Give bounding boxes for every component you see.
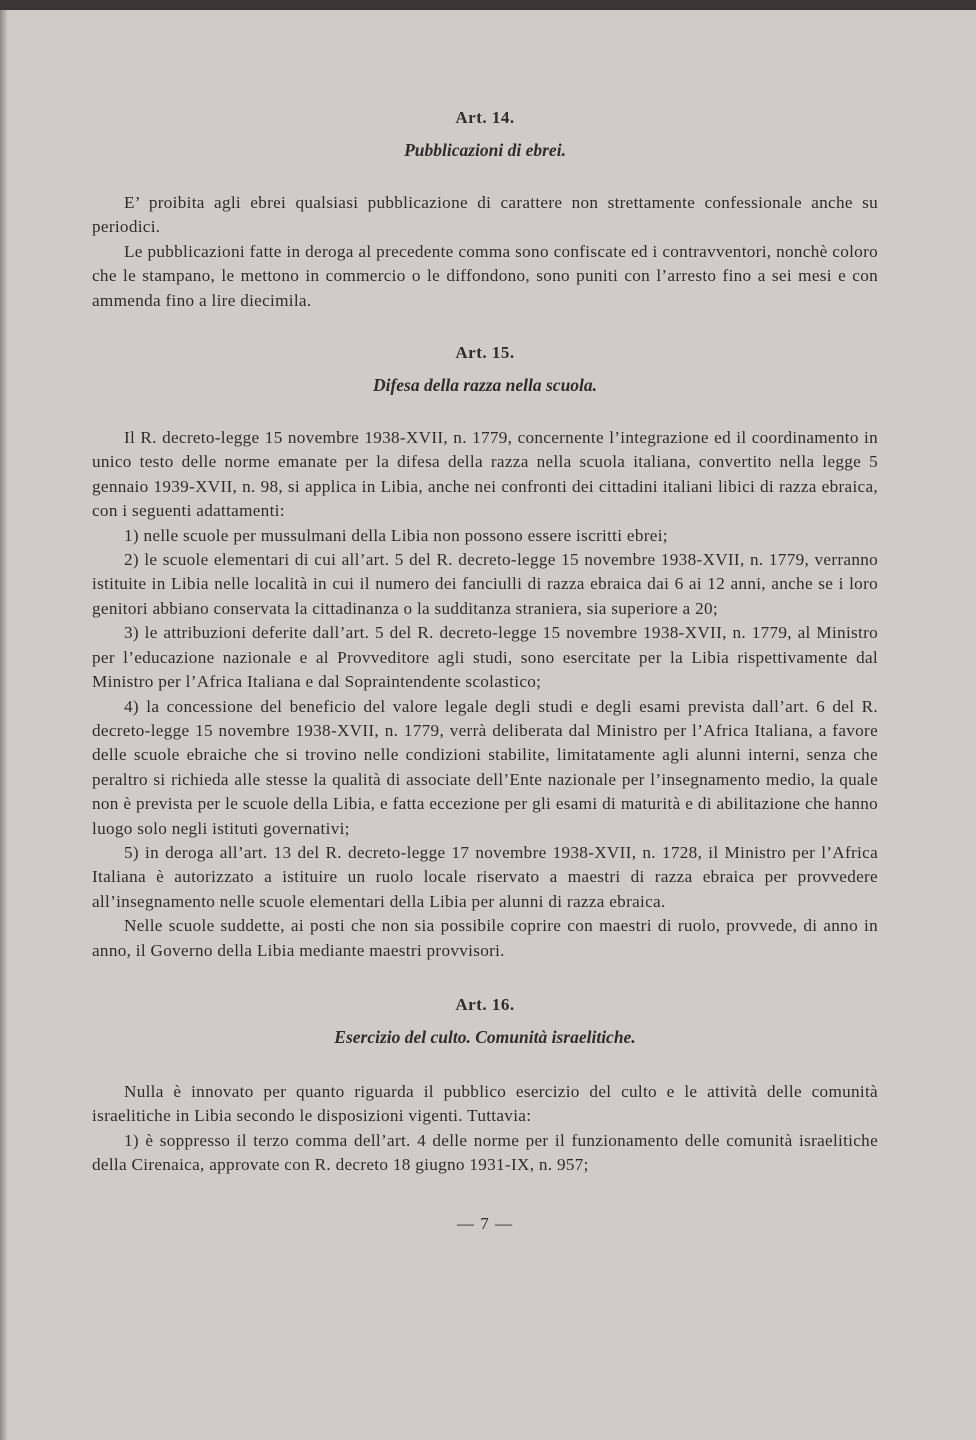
article-15-paragraph: Nelle scuole suddette, ai posti che non sia possibile coprire con maestri di ruolo, provvede, di anno in anno, il Governo della Libia mediante maestri provvisori. [92, 916, 878, 960]
article-15-title: Art. 15. [455, 343, 515, 363]
article-14-subtitle: Pubblicazioni di ebrei. [404, 140, 566, 160]
article-14 [92, 108, 878, 313]
article-15-body [92, 426, 878, 963]
page-number: — 7 — [457, 1213, 513, 1233]
page-content [92, 108, 878, 1234]
article-15-item-5: 5) in deroga all’art. 13 del R. decreto-legge 17 novembre 1938-XVII, n. 1728, il Ministro per l’Africa Italiana è autorizzato a istituire un ruolo locale riservato a maestri di razza ebraica per provvedere all’insegnamento nelle scuole elementari della Libia per alunni di razza ebraica. [92, 842, 878, 911]
article-16-title: Art. 16. [455, 994, 515, 1014]
article-15-item-4: 4) la concessione del beneficio del valore legale degli studi e degli esami prevista dall’art. 6 del R. decreto-legge 15 novembre 1938-XVII, n. 1779, verrà deliberata dal Ministro per l’Africa Italiana, a favore delle scuole ebraiche che si trovino nelle condizioni stabilite, limitatamente agli alunni interni, senza che peraltro si richieda alle stesse la qualità di associate dell’Ente nazionale per l’insegnamento medio, la quale non è prevista per le scuole della Libia, e fatta eccezione per gli esami di maturità e di abilitazione che hanno luogo solo negli istituti governativi; [92, 696, 878, 838]
article-15-item-3: 3) le attribuzioni deferite dall’art. 5 del R. decreto-legge 15 novembre 1938-XVII, n. 1779, al Ministro per l’educazione nazionale e al Provveditore agli studi, sono esercitate per la Libia rispettivamente dal Ministro per l’Africa Italiana e dal Sopraintendente scolastico; [92, 623, 878, 692]
article-14-body [92, 191, 878, 313]
article-14-title: Art. 14. [455, 108, 515, 127]
article-16 [92, 995, 878, 1178]
article-15-item-1: 1) nelle scuole per mussulmani della Libia non possono essere iscritti ebrei; [124, 525, 668, 545]
article-16-paragraph: Nulla è innovato per quanto riguarda il pubblico esercizio del culto e le attività delle comunità israelitiche in Libia secondo le disposizioni vigenti. Tuttavia: [92, 1081, 878, 1126]
article-15-paragraph: Il R. decreto-legge 15 novembre 1938-XVII, n. 1779, concernente l’integrazione ed il coordinamento in unico testo delle norme emanate per la difesa della razza nella scuola italiana, convertito nella legge 5 gennaio 1939-XVII, n. 98, si applica in Libia, anche nei confronti dei cittadini italiani libici di razza ebraica, con i seguenti adattamenti: [92, 428, 878, 521]
article-14-paragraph: Le pubblicazioni fatte in deroga al precedente comma sono confiscate ed i contravventori, nonchè coloro che le stampano, le mettono in commercio o le diffondono, sono puniti con l’arresto fino a sei mesi e con ammenda fino a lire diecimila. [92, 241, 878, 310]
document-page [0, 10, 976, 1440]
article-15 [92, 343, 878, 963]
article-15-subtitle: Difesa della razza nella scuola. [372, 375, 598, 396]
article-16-item-1: 1) è soppresso il terzo comma dell’art. 4 delle norme per il funzionamento delle comunità israelitiche della Cirenaica, approvate con R. decreto 18 giugno 1931-IX, n. 957; [92, 1130, 878, 1175]
article-16-body [92, 1080, 878, 1178]
article-15-item-2: 2) le scuole elementari di cui all’art. 5 del R. decreto-legge 15 novembre 1938-XVII, n. 1779, verranno istituite in Libia nelle località in cui il numero dei fanciulli di razza ebraica dai 6 ai 12 anni, anche se i loro genitori abbiano conservata la cittadinanza o la sudditanza straniera, sia superiore a 20; [92, 550, 878, 618]
article-14-paragraph: E’ proibita agli ebrei qualsiasi pubblicazione di carattere non strettamente confessionale anche su periodici. [92, 193, 878, 237]
article-16-subtitle: Esercizio del culto. Comunità israelitiche. [334, 1026, 636, 1047]
